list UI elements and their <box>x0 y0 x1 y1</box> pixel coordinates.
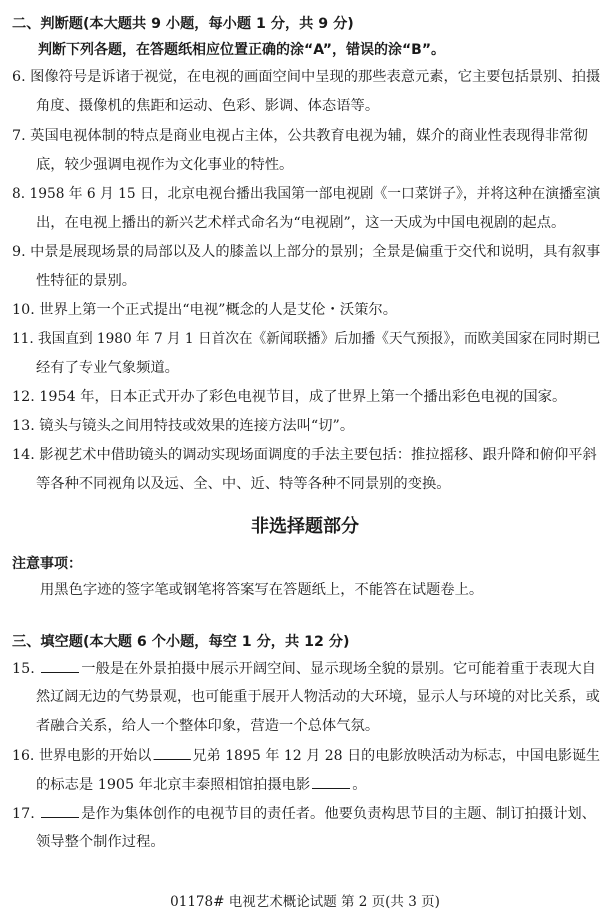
question-line: 9. 中景是展现场景的局部以及人的膝盖以上部分的景别；全景是偏重于交代和说明，具有叙事 <box>12 244 601 260</box>
question-number: 15. <box>12 661 35 677</box>
question-line: 7. 英国电视体制的特点是商业电视占主体，公共教育电视为辅，媒介的商业性表现得非常彻 <box>12 128 588 144</box>
question-line <box>12 745 600 765</box>
answer-blank <box>153 745 190 760</box>
question-text: 。 <box>352 777 367 793</box>
notice-heading: 注意事项： <box>12 556 82 572</box>
page-footer: 01178# 电视艺术概论试题 第 2 页(共 3 页) <box>170 894 440 910</box>
question-number: 17. <box>12 806 35 822</box>
question-line: 者融合关系，给人一个整体印象，营造一个总体气氛。 <box>36 718 380 734</box>
question-line: 底，较少强调电视作为文化事业的特性。 <box>36 157 294 173</box>
question-text: 16. 世界电影的开始以 <box>12 748 152 764</box>
section3-heading: 三、填空题(本大题 6 个小题，每空 1 分，共 12 分) <box>12 634 350 650</box>
part-title: 非选择题部分 <box>251 516 359 537</box>
question-line: 11. 我国直到 1980 年 7 月 1 日首次在《新闻联播》后加播《天气预报》，而欧美国家在同时期已 <box>12 331 601 347</box>
question-line: 12. 1954 年，日本正式开办了彩色电视节目，成了世界上第一个播出彩色电视的国家。 <box>12 389 567 405</box>
question-line: 等各种不同视角以及远、全、中、近、特等各种不同景别的变换。 <box>36 476 451 492</box>
question-line <box>12 803 596 823</box>
section2-instruction: 判断下列各题，在答题纸相应位置正确的涂“A”，错误的涂“B”。 <box>38 42 446 58</box>
question-text: 是作为集体创作的电视节目的责任者。他要负责构思节目的主题、制订拍摄计划、 <box>81 806 596 822</box>
question-line <box>12 658 596 678</box>
question-line: 6. 图像符号是诉诸于视觉，在电视的画面空间中呈现的那些表意元素，它主要包括景别、拍摄 <box>12 69 601 85</box>
question-line: 14. 影视艺术中借助镜头的调动实现场面调度的手法主要包括：推拉摇移、跟升降和俯仰平斜 <box>12 447 597 463</box>
question-line: 出，在电视上播出的新兴艺术样式命名为“电视剧”，这一天成为中国电视剧的起点。 <box>36 215 566 231</box>
question-text: 的标志是 1905 年北京丰泰照相馆拍摄电影 <box>36 777 311 793</box>
notice-body: 用黑色字迹的签字笔或钢笔将答案写在答题纸上，不能答在试题卷上。 <box>40 582 484 598</box>
question-line: 领导整个制作过程。 <box>36 834 165 850</box>
question-line: 然辽阔无边的气势景观，也可能重于展开人物活动的大环境，显示人与环境的对比关系，或 <box>36 689 600 705</box>
question-line: 角度、摄像机的焦距和运动、色彩、影调、体态语等。 <box>36 98 380 114</box>
answer-blank <box>41 658 79 673</box>
answer-blank <box>41 803 79 818</box>
question-line: 8. 1958 年 6 月 15 日，北京电视台播出我国第一部电视剧《一口菜饼子》，并将这种在演播室演 <box>12 186 601 202</box>
question-text: 兄弟 1895 年 12 月 28 日的电影放映活动为标志，中国电影诞生 <box>192 748 601 764</box>
question-line: 10. 世界上第一个正式提出“电视”概念的人是艾伦・沃策尔。 <box>12 302 398 318</box>
question-text: 一般是在外景拍摄中展示开阔空间、显示现场全貌的景别。它可能着重于表现大自 <box>81 661 596 677</box>
answer-blank <box>312 774 350 789</box>
question-line: 经有了专业气象频道。 <box>36 360 179 376</box>
section2-heading: 二、判断题(本大题共 9 小题，每小题 1 分，共 9 分) <box>12 16 354 32</box>
question-line <box>36 774 367 794</box>
question-line: 13. 镜头与镜头之间用特技或效果的连接方法叫“切”。 <box>12 418 355 434</box>
question-line: 性特征的景别。 <box>36 273 137 289</box>
